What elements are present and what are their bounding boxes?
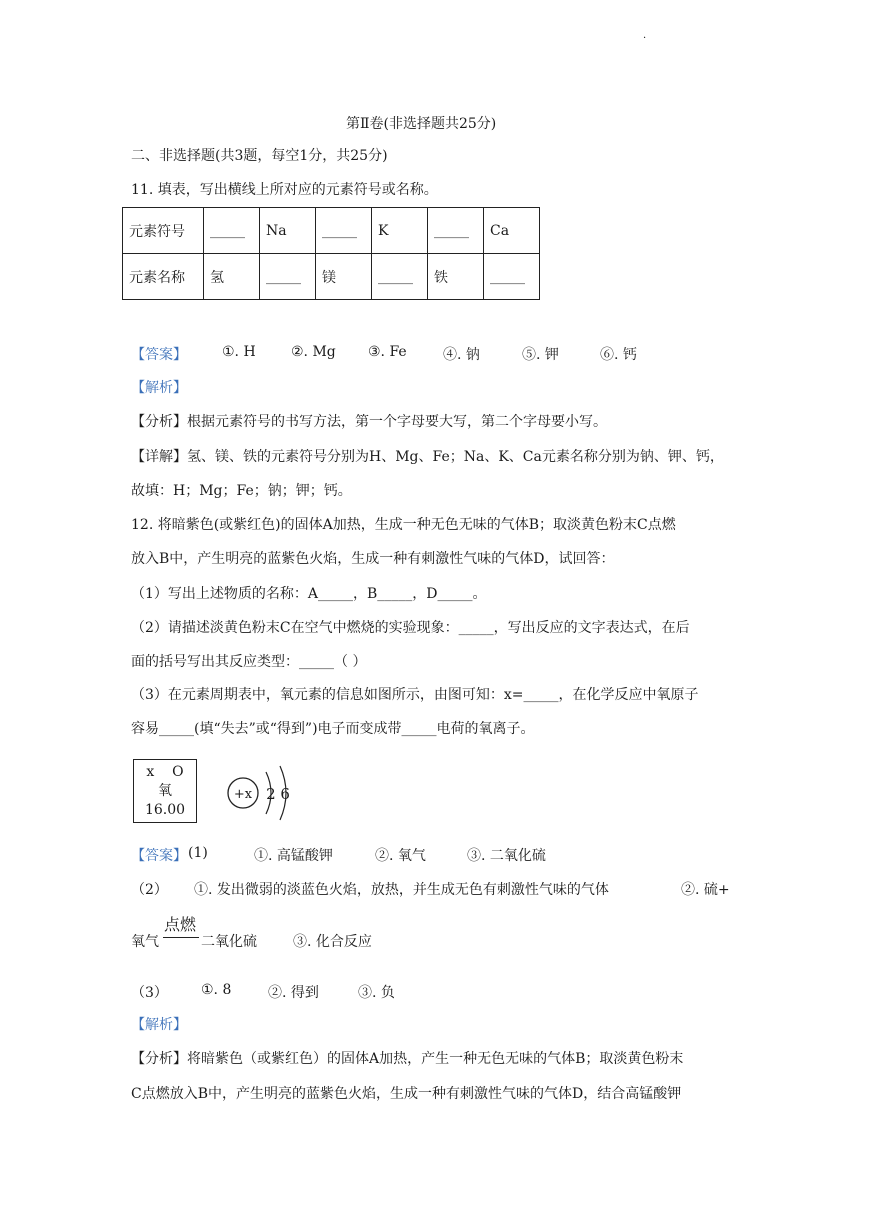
table-cell: _____ xyxy=(484,254,540,300)
answer-item: ③. 负 xyxy=(358,985,395,1001)
answer-prefix: （2） xyxy=(131,882,168,898)
table-cell: 元素名称 xyxy=(123,254,204,300)
q12-sub3: （3）在元素周期表中，氧元素的信息如图所示，由图可知：x=_____，在化学反应中氧原子 xyxy=(131,687,699,703)
equation-left: 氧气 xyxy=(131,934,159,950)
part-heading: 二、非选择题(共3题，每空1分，共25分) xyxy=(131,148,388,164)
answer-item: ②. 得到 xyxy=(268,985,319,1001)
q11-stem: 11. 填表，写出横线上所对应的元素符号或名称。 xyxy=(131,182,438,198)
answer-tag: 【答案】 xyxy=(131,347,187,363)
answer-item: ⑥. 钙 xyxy=(600,347,637,363)
analysis-text: C点燃放入B中，产生明亮的蓝紫色火焰，生成一种有刺激性气味的气体D，结合高锰酸钾 xyxy=(131,1086,682,1102)
q12-sub2: （2）请描述淡黄色粉末C在空气中燃烧的实验现象：_____，写出反应的文字表达式，在后 xyxy=(131,620,690,636)
answer-item: ③. 化合反应 xyxy=(293,934,372,950)
header-dot: · xyxy=(643,33,647,44)
q12-stem: 12. 将暗紫色(或紫红色)的固体A加热，生成一种无色无味的气体B；取淡黄色粉末C点燃 xyxy=(131,517,676,533)
answer-tag: 【答案】 xyxy=(131,848,187,864)
oxygen-element-box xyxy=(133,759,197,823)
answer-item: ①. 8 xyxy=(201,982,232,998)
answer-item: ③. Fe xyxy=(368,344,407,360)
table-cell: Ca xyxy=(484,208,540,254)
answer-prefix: （3） xyxy=(131,985,168,1001)
analysis-text: 【分析】将暗紫色（或紫红色）的固体A加热，产生一种无色无味的气体B；取淡黄色粉末 xyxy=(131,1051,684,1067)
shell-electrons: 2 6 xyxy=(266,785,290,803)
answer-item: ⑤. 钾 xyxy=(522,347,559,363)
table-cell: K xyxy=(372,208,428,254)
equation-right: 二氧化硫 xyxy=(201,934,257,950)
answer-item: ②. Mg xyxy=(291,344,336,360)
answer-item: ④. 钠 xyxy=(443,347,480,363)
section-title: 第Ⅱ卷(非选择题共25分) xyxy=(346,116,497,132)
element-mass: 16.00 xyxy=(144,802,186,818)
answer-item: ③. 二氧化硫 xyxy=(467,848,546,864)
analysis-text: 【分析】根据元素符号的书写方法，第一个字母要大写，第二个字母要小写。 xyxy=(131,414,607,430)
table-cell: _____ xyxy=(316,208,372,254)
answer-item: ②. 硫+ xyxy=(681,882,730,898)
table-cell: _____ xyxy=(372,254,428,300)
table-cell: _____ xyxy=(204,208,260,254)
table-row xyxy=(123,254,540,300)
answer-prefix: (1) xyxy=(188,845,208,861)
table-cell: Na xyxy=(260,208,316,254)
table-cell: 铁 xyxy=(428,254,484,300)
q12-sub2: 面的括号写出其反应类型：_____（ ） xyxy=(131,654,367,670)
detail-text: 故填：H；Mg；Fe；钠；钾；钙。 xyxy=(131,483,352,499)
detail-text: 【详解】氢、镁、铁的元素符号分别为H、Mg、Fe；Na、K、Ca元素名称分别为钠、钾、钙， xyxy=(131,449,724,465)
answer-item: ①. 发出微弱的淡蓝色火焰，放热，并生成无色有刺激性气味的气体 xyxy=(194,882,609,898)
element-name: 氧 xyxy=(158,783,172,799)
equation-arrow-line xyxy=(163,937,199,938)
atom-structure-diagram xyxy=(222,760,302,826)
q12-stem: 放入B中，产生明亮的蓝紫色火焰，生成一种有刺激性气味的气体D，试回答： xyxy=(131,551,615,567)
element-symbol-line: x O xyxy=(146,764,184,780)
table-cell: _____ xyxy=(260,254,316,300)
table-row xyxy=(123,208,540,254)
answer-item: ①. H xyxy=(222,344,256,360)
element-table xyxy=(122,207,540,300)
q12-sub1: （1）写出上述物质的名称：A_____，B_____，D_____。 xyxy=(131,586,487,602)
equation-condition: 点燃 xyxy=(164,915,197,934)
answer-item: ①. 高锰酸钾 xyxy=(254,848,333,864)
answer-item: ②. 氧气 xyxy=(375,848,426,864)
table-cell: 镁 xyxy=(316,254,372,300)
jiexi-tag: 【解析】 xyxy=(131,380,187,396)
table-cell: _____ xyxy=(428,208,484,254)
q12-sub3: 容易_____(填“失去”或“得到”)电子而变成带_____电荷的氧离子。 xyxy=(131,721,535,737)
table-cell: 元素符号 xyxy=(123,208,204,254)
nucleus-charge: +x xyxy=(233,787,253,802)
jiexi-tag: 【解析】 xyxy=(131,1017,187,1033)
table-cell: 氢 xyxy=(204,254,260,300)
